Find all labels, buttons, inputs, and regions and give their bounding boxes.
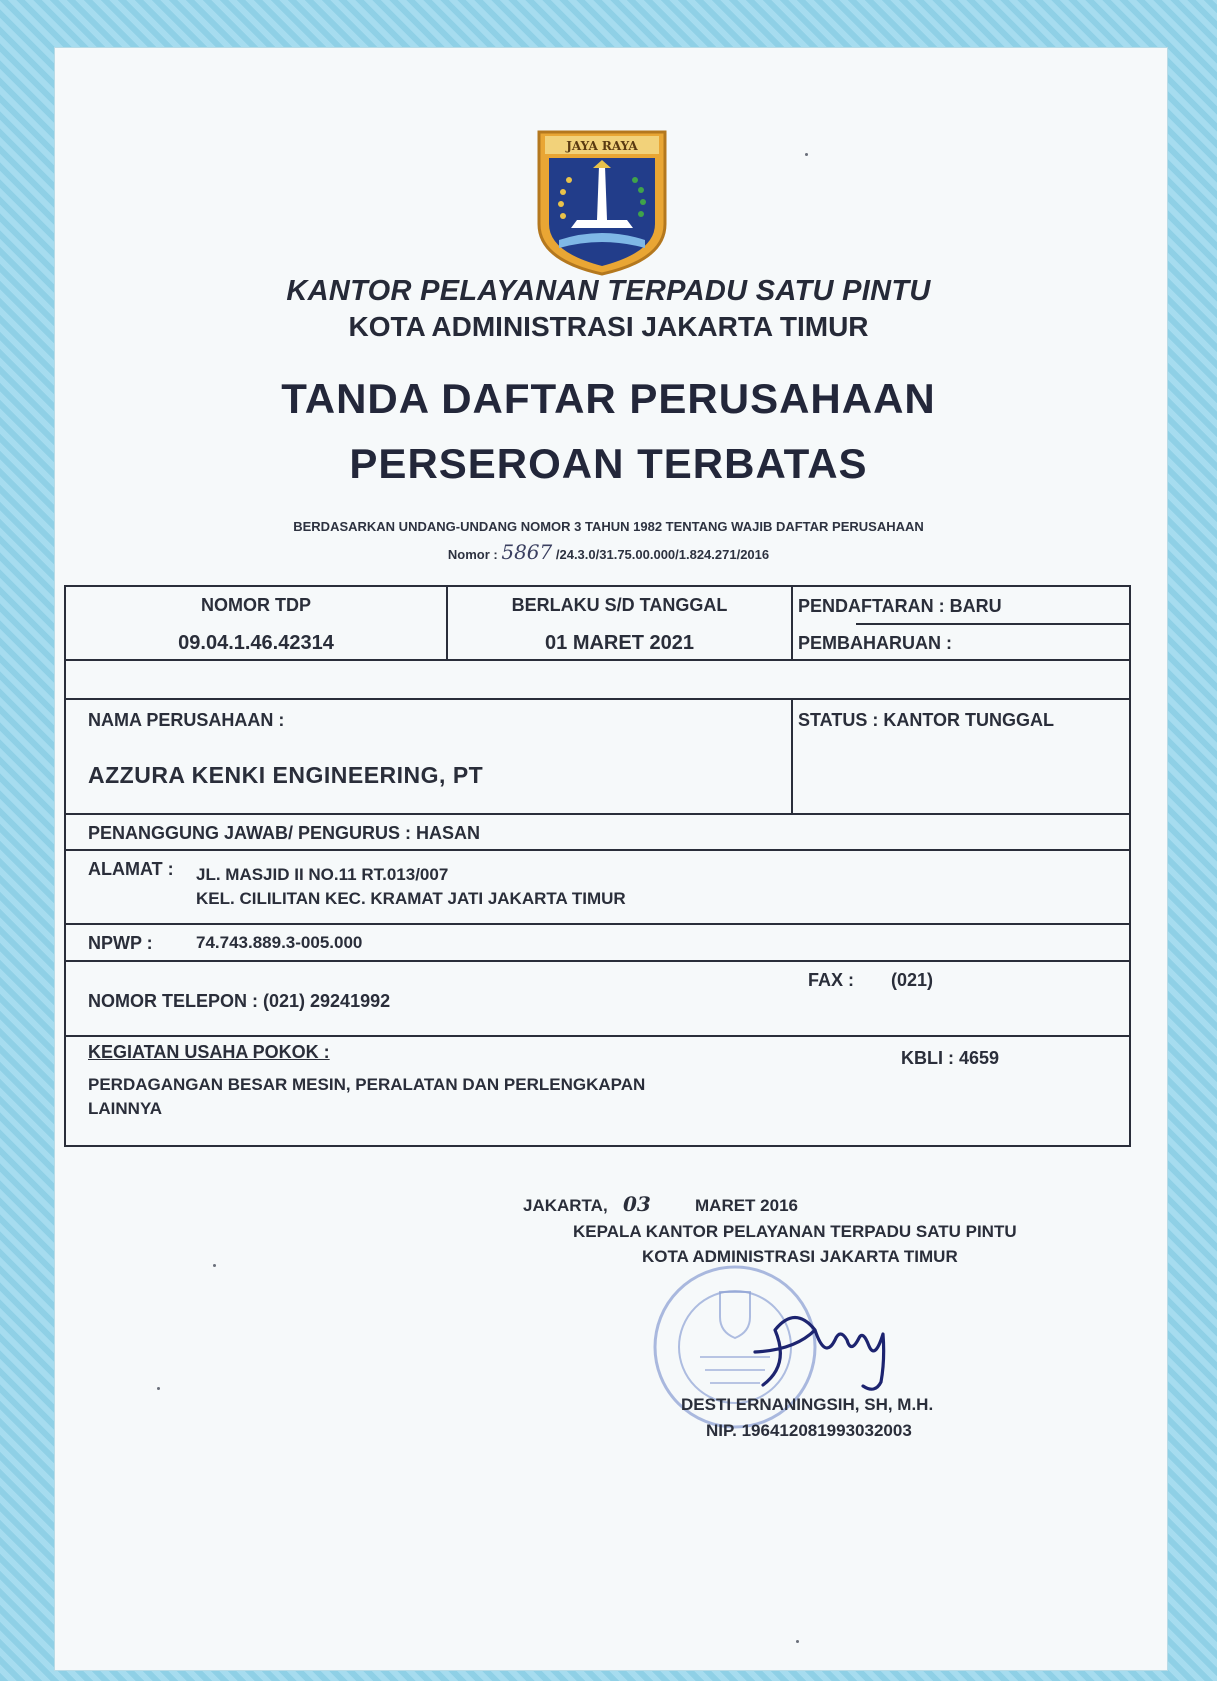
kegiatan-line1: PERDAGANGAN BESAR MESIN, PERALATAN DAN PERLENGKAPAN (88, 1075, 646, 1094)
scan-speck (157, 1387, 160, 1390)
npwp-value: 74.743.889.3-005.000 (196, 933, 363, 952)
document-title: TANDA DAFTAR PERUSAHAAN (281, 375, 936, 422)
nomor-handwritten: 5867 (501, 540, 553, 564)
alamat-line2: KEL. CILILITAN KEC. KRAMAT JATI JAKARTA TIMUR (196, 889, 626, 908)
registration-table (64, 585, 1131, 1147)
jakarta-emblem (531, 128, 673, 276)
scan-speck (796, 1640, 799, 1643)
alamat-label: ALAMAT : (88, 859, 174, 879)
sign-day-handwritten: 03 (623, 1192, 651, 1216)
office-city: KOTA ADMINISTRASI JAKARTA TIMUR (348, 311, 869, 342)
kegiatan-usaha-label: KEGIATAN USAHA POKOK : (88, 1042, 330, 1062)
office-name: KANTOR PELAYANAN TERPADU SATU PINTU (286, 275, 931, 307)
kbli: KBLI : 4659 (901, 1048, 1000, 1068)
nomor-rest: /24.3.0/31.75.00.000/1.824.271/2016 (555, 547, 770, 562)
pendaftaran: PENDAFTARAN : BARU (798, 596, 1002, 616)
scan-speck (213, 1264, 216, 1267)
sign-title-line1: KEPALA KANTOR PELAYANAN TERPADU SATU PINTU (573, 1222, 1017, 1241)
official-nip: NIP. 196412081993032003 (706, 1421, 912, 1440)
fax-value: (021) (891, 970, 934, 990)
kegiatan-line2: LAINNYA (88, 1099, 162, 1118)
berlaku-value: 01 MARET 2021 (545, 632, 694, 654)
emblem-motto: JAYA RAYA (566, 139, 638, 153)
nomor-telepon: NOMOR TELEPON : (021) 29241992 (88, 991, 391, 1011)
pembaharuan: PEMBAHARUAN : (798, 633, 952, 653)
scan-speck (805, 153, 808, 156)
sign-title-line2: KOTA ADMINISTRASI JAKARTA TIMUR (642, 1247, 958, 1266)
document-number (0, 540, 1217, 564)
status-kantor: STATUS : KANTOR TUNGGAL (798, 710, 1054, 730)
sign-place: JAKARTA, (523, 1196, 608, 1215)
penanggung-jawab: PENANGGUNG JAWAB/ PENGURUS : HASAN (88, 823, 481, 843)
alamat-line1: JL. MASJID II NO.11 RT.013/007 (196, 865, 449, 884)
berlaku-label: BERLAKU S/D TANGGAL (511, 595, 728, 615)
nama-perusahaan-value: AZZURA KENKI ENGINEERING, PT (88, 762, 484, 788)
nama-perusahaan-label: NAMA PERUSAHAAN : (88, 710, 285, 730)
fax-label: FAX : (808, 970, 855, 990)
npwp-label: NPWP : (88, 933, 153, 953)
handwritten-signature (735, 1290, 915, 1400)
nomor-tdp-label: NOMOR TDP (201, 595, 311, 615)
legal-basis: BERDASARKAN UNDANG-UNDANG NOMOR 3 TAHUN 1982 TENTANG WAJIB DAFTAR PERUSAHAAN (293, 519, 924, 534)
nomor-tdp-value: 09.04.1.46.42314 (178, 632, 334, 654)
sign-month-year: MARET 2016 (695, 1196, 798, 1215)
official-name: DESTI ERNANINGSIH, SH, M.H. (681, 1395, 934, 1414)
document-subtitle: PERSEROAN TERBATAS (349, 440, 868, 487)
nomor-label: Nomor : (447, 547, 498, 562)
